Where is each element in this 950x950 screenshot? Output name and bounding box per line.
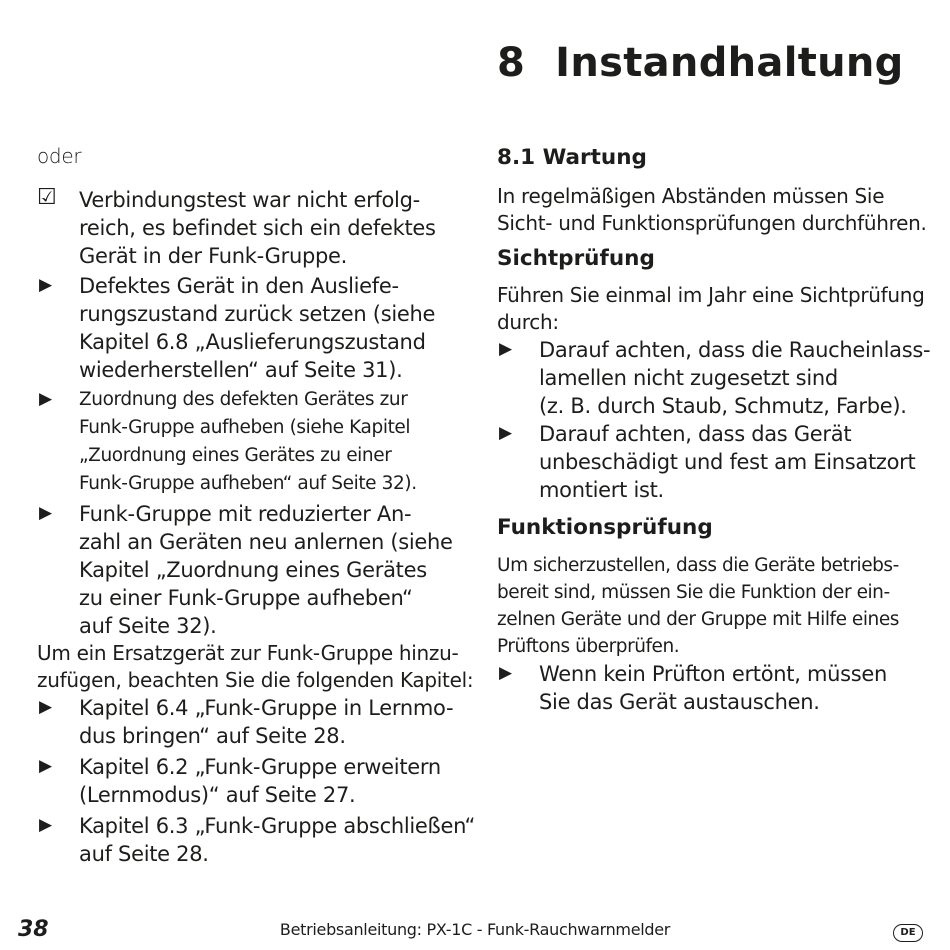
visual-check-intro	[497, 282, 927, 336]
list-item-line: dus bringen“ auf Seite 28.	[79, 724, 346, 748]
paragraph-line: Sicht- und Funktionsprüfungen durchführen.	[497, 211, 927, 235]
list-item-line: „Zuordnung eines Gerätes zu einer	[79, 445, 392, 466]
arrow-right-icon: ▶	[39, 756, 53, 776]
list-item-line: auf Seite 32).	[79, 614, 217, 638]
paragraph-line: zufügen, beachten Sie die folgenden Kapitel:	[37, 668, 474, 692]
list-item-line: Kapitel 6.8 „Auslieferungszustand	[79, 330, 426, 354]
list-item-line: zu einer Funk-Gruppe aufheben“	[79, 586, 413, 610]
paragraph-line: Um sicherzustellen, dass die Geräte betriebs-	[497, 555, 899, 576]
list-item-line: Gerät in der Funk-Gruppe.	[79, 244, 348, 268]
list-item-line: lamellen nicht zugesetzt sind	[539, 366, 838, 390]
list-item-line: Funk-Gruppe aufheben (siehe Kapitel	[79, 417, 411, 438]
list-item-line: rungszustand zurück setzen (siehe	[79, 302, 436, 326]
list-item-check-result	[37, 186, 467, 270]
footer-title: Betriebsanleitung: PX-1C - Funk-Rauchwarnmelder	[279, 920, 671, 939]
list-item-line: Funk-Gruppe mit reduzierter An-	[79, 502, 412, 526]
list-item-line: Kapitel 6.4 „Funk-Gruppe in Lernmo-	[79, 696, 454, 720]
intro-oder: oder	[37, 144, 82, 168]
list-item-replace-device	[497, 660, 927, 716]
list-item-line: reich, es befindet sich ein defektes	[79, 216, 436, 240]
list-item-line: Verbindungstest war nicht erfolg-	[79, 188, 420, 212]
list-item-line: Darauf achten, dass das Gerät	[539, 422, 852, 446]
arrow-right-icon: ▶	[39, 697, 53, 717]
list-item-relearn-group	[37, 500, 467, 640]
list-item-line: (Lernmodus)“ auf Seite 27.	[79, 783, 356, 807]
chapter-title-text: Instandhaltung	[555, 40, 904, 86]
list-item-chapter-6-4	[37, 694, 467, 750]
arrow-right-icon: ▶	[499, 663, 513, 683]
list-item-line: Kapitel 6.2 „Funk-Gruppe erweitern	[79, 755, 441, 779]
list-item-line: montiert ist.	[539, 478, 664, 502]
list-item-line: auf Seite 28.	[79, 842, 209, 866]
paragraph-line: Führen Sie einmal im Jahr eine Sichtprüfung	[497, 283, 925, 307]
arrow-right-icon: ▶	[39, 503, 53, 523]
list-item-line: Kapitel „Zuordnung eines Gerätes	[79, 558, 427, 582]
section-heading-wartung: 8.1 Wartung	[497, 145, 647, 170]
list-item-line: Defektes Gerät in den Ausliefe-	[79, 274, 399, 298]
list-item-chapter-6-3	[37, 812, 476, 868]
arrow-right-icon: ▶	[499, 339, 513, 359]
list-item-device-mounted	[497, 420, 927, 504]
list-item-smoke-inlet	[497, 336, 931, 420]
right-column	[497, 143, 931, 716]
list-item-line: zahl an Geräten neu anlernen (siehe	[79, 530, 453, 554]
section-intro	[497, 183, 927, 237]
replacement-paragraph	[37, 640, 474, 694]
list-item-line: Darauf achten, dass die Raucheinlass-	[539, 338, 931, 362]
list-item-line: Wenn kein Prüfton ertönt, müssen	[539, 662, 888, 686]
page-number: 38	[18, 917, 49, 942]
checkbox-checked-icon: ☑	[37, 185, 57, 210]
list-item-reset-device	[37, 272, 467, 384]
list-item-line: Funk-Gruppe aufheben“ auf Seite 32).	[79, 473, 417, 494]
list-item-line: Kapitel 6.3 „Funk-Gruppe abschließen“	[79, 814, 476, 838]
subheading-sichtpruefung: Sichtprüfung	[497, 246, 655, 271]
paragraph-line: Um ein Ersatzgerät zur Funk-Gruppe hinzu-	[37, 641, 459, 665]
list-item-line: Sie das Gerät austauschen.	[539, 690, 820, 714]
arrow-right-icon: ▶	[39, 815, 53, 835]
list-item-remove-assignment	[37, 386, 467, 498]
list-item-line: unbeschädigt und fest am Einsatzort	[539, 450, 916, 474]
chapter-number: 8	[497, 40, 526, 86]
list-item-line: wiederherstellen“ auf Seite 31).	[79, 358, 403, 382]
language-badge: DE	[893, 924, 923, 942]
paragraph-line: bereit sind, müssen Sie die Funktion der ein-	[497, 582, 890, 603]
paragraph-line: durch:	[497, 310, 559, 334]
paragraph-line: zelnen Geräte und der Gruppe mit Hilfe eines	[497, 609, 899, 630]
list-item-line: (z. B. durch Staub, Schmutz, Farbe).	[539, 394, 907, 418]
paragraph-line: Prüftons überprüfen.	[497, 636, 680, 657]
paragraph-line: In regelmäßigen Abständen müssen Sie	[497, 184, 885, 208]
subheading-funktionspruefung: Funktionsprüfung	[497, 515, 713, 540]
list-item-line: Zuordnung des defekten Gerätes zur	[79, 389, 408, 410]
arrow-right-icon: ▶	[39, 389, 53, 409]
chapter-title	[497, 40, 904, 86]
arrow-right-icon: ▶	[39, 275, 53, 295]
list-item-chapter-6-2	[37, 753, 467, 809]
function-check-intro	[497, 552, 927, 660]
left-column	[37, 143, 476, 868]
arrow-right-icon: ▶	[499, 423, 513, 443]
